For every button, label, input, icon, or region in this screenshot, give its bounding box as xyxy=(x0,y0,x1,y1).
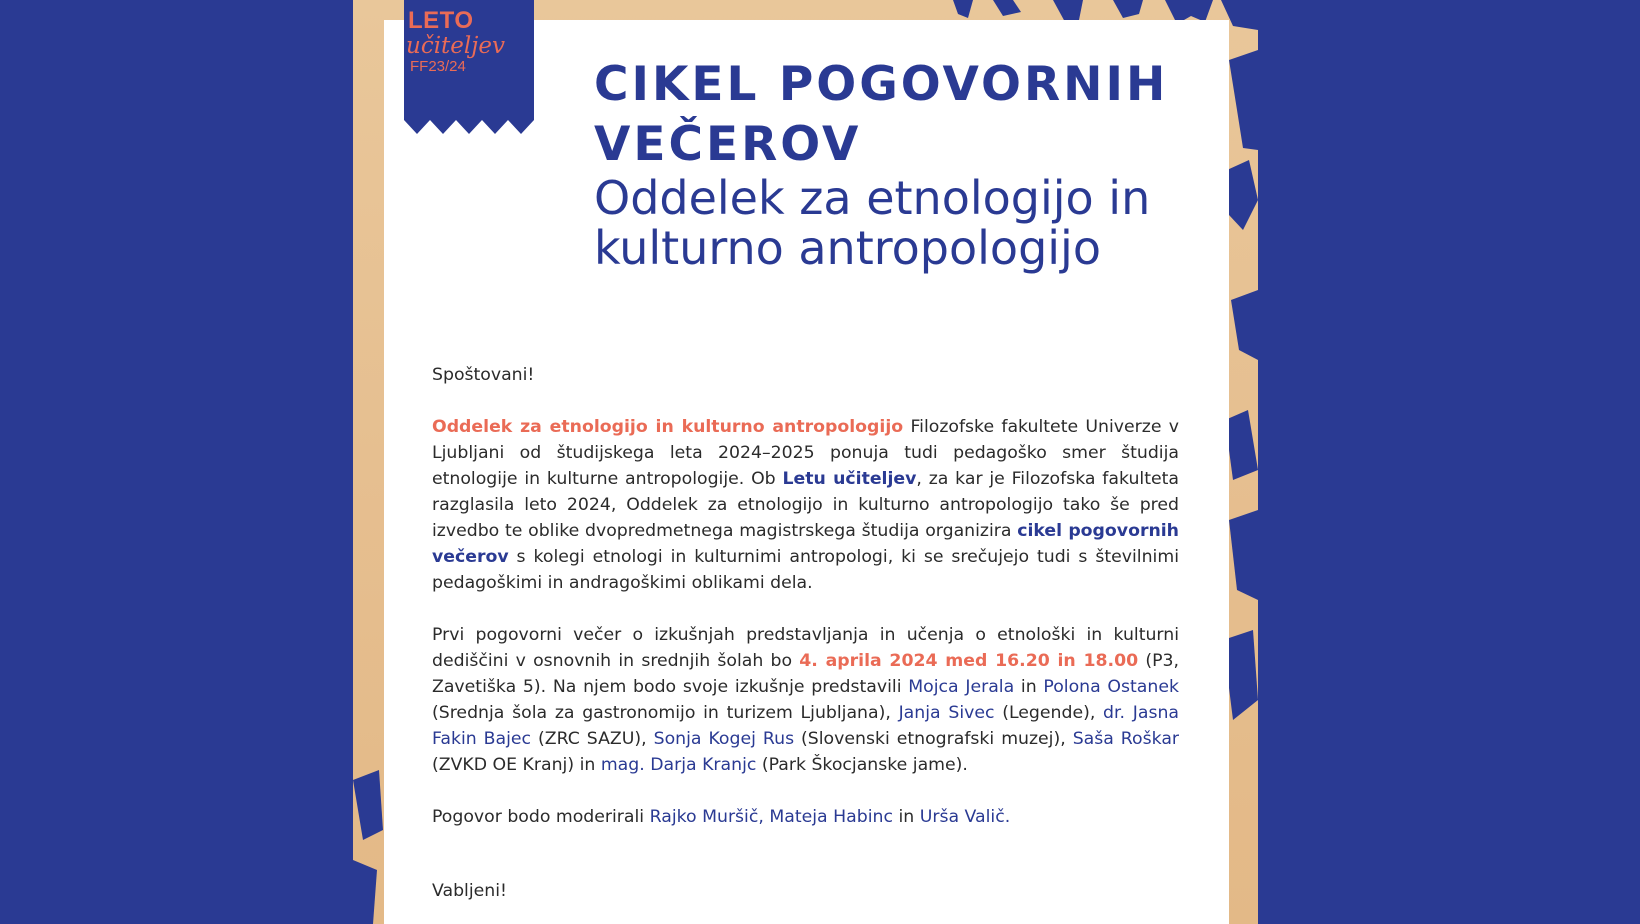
event-text-4: (Srednja šola za gastronomijo in turizem Ljubljana), xyxy=(432,703,899,723)
event-text-6: (ZRC SAZU), xyxy=(531,729,654,749)
event-text-2: (P3, Zavetiška 5). Na njem bodo svoje izkušnje predstavili xyxy=(432,651,1179,697)
subtitle-line-2: kulturno antropologijo xyxy=(594,221,1101,275)
page-title xyxy=(594,55,1194,275)
event-text-1: Prvi pogovorni večer o izkušnjah predstavljanja in učenja o etnološki in kulturni dediščini v osnovnih in srednjih šolah bo xyxy=(432,625,1179,671)
speaker-name: mag. Darja Kranjc xyxy=(600,755,757,775)
subtitle-line-1: Oddelek za etnologijo in xyxy=(594,171,1151,225)
event-text-8: (ZVKD OE Kranj) in xyxy=(432,755,601,775)
ribbon-text xyxy=(404,8,534,76)
speaker-name: Polona Ostanek xyxy=(1043,677,1179,697)
cycle-highlight: cikel pogovornih večerov xyxy=(432,521,1179,567)
speaker-name: Mojca Jerala xyxy=(908,677,1015,697)
speaker-name: Sonja Kogej Rus xyxy=(653,729,795,749)
moderators-text-2: in xyxy=(892,807,920,827)
closing: Vabljeni! xyxy=(432,881,507,901)
ribbon-line-ff: FF23/24 xyxy=(410,58,466,75)
letter-body xyxy=(432,362,1179,904)
speaker-name: Saša Roškar xyxy=(1072,729,1180,749)
greeting: Spoštovani! xyxy=(432,365,535,385)
leto-uciteljev-ribbon xyxy=(404,0,534,137)
intro-text-2: , za kar je Filozofska fakulteta razglasila leto 2024, Oddelek za etnologijo in kulturno antropologijo tako še pred izvedbo te oblike dvopredmetnega magistrskega študija organizira xyxy=(432,469,1179,541)
ribbon-line-leto: LETO xyxy=(408,7,474,34)
event-text-3: in xyxy=(1014,677,1044,697)
title-line-1: CIKEL POGOVORNIH xyxy=(594,57,1169,112)
event-text-5: (Legende), xyxy=(994,703,1104,723)
event-date: 4. aprila 2024 med 16.20 in 18.00 xyxy=(799,651,1139,671)
title-line-2: VEČEROV xyxy=(594,117,862,172)
moderators-text-1: Pogovor bodo moderirali xyxy=(432,807,650,827)
moderator-names: Rajko Muršič, Mateja Habinc xyxy=(649,807,893,827)
speaker-name: dr. Jasna Fakin Bajec xyxy=(432,703,1179,749)
moderator-name: Urša Valič. xyxy=(919,807,1011,827)
ribbon-line-uciteljev: učiteljev xyxy=(406,33,505,59)
department-highlight: Oddelek za etnologijo in kulturno antropologijo xyxy=(432,417,904,437)
event-text-7: (Slovenski etnografski muzej), xyxy=(794,729,1073,749)
paragraph-intro xyxy=(432,414,1179,596)
paragraph-moderators xyxy=(432,804,1179,830)
speaker-name: Janja Sivec xyxy=(898,703,995,723)
intro-text-3: s kolegi etnologi in kulturnimi antropologi, ki se srečujejo tudi s številnimi pedagoškimi in andragoškimi oblikami dela. xyxy=(432,547,1179,593)
event-text-9: (Park Škocjanske jame). xyxy=(756,755,968,775)
leto-uciteljev-highlight: Letu učiteljev xyxy=(782,469,917,489)
paragraph-event xyxy=(432,622,1179,778)
intro-text-1: Filozofske fakultete Univerze v Ljubljani od študijskega leta 2024–2025 ponuja tudi pedagoško smer študija etnologije in kulturne antropologije. Ob xyxy=(432,417,1180,489)
